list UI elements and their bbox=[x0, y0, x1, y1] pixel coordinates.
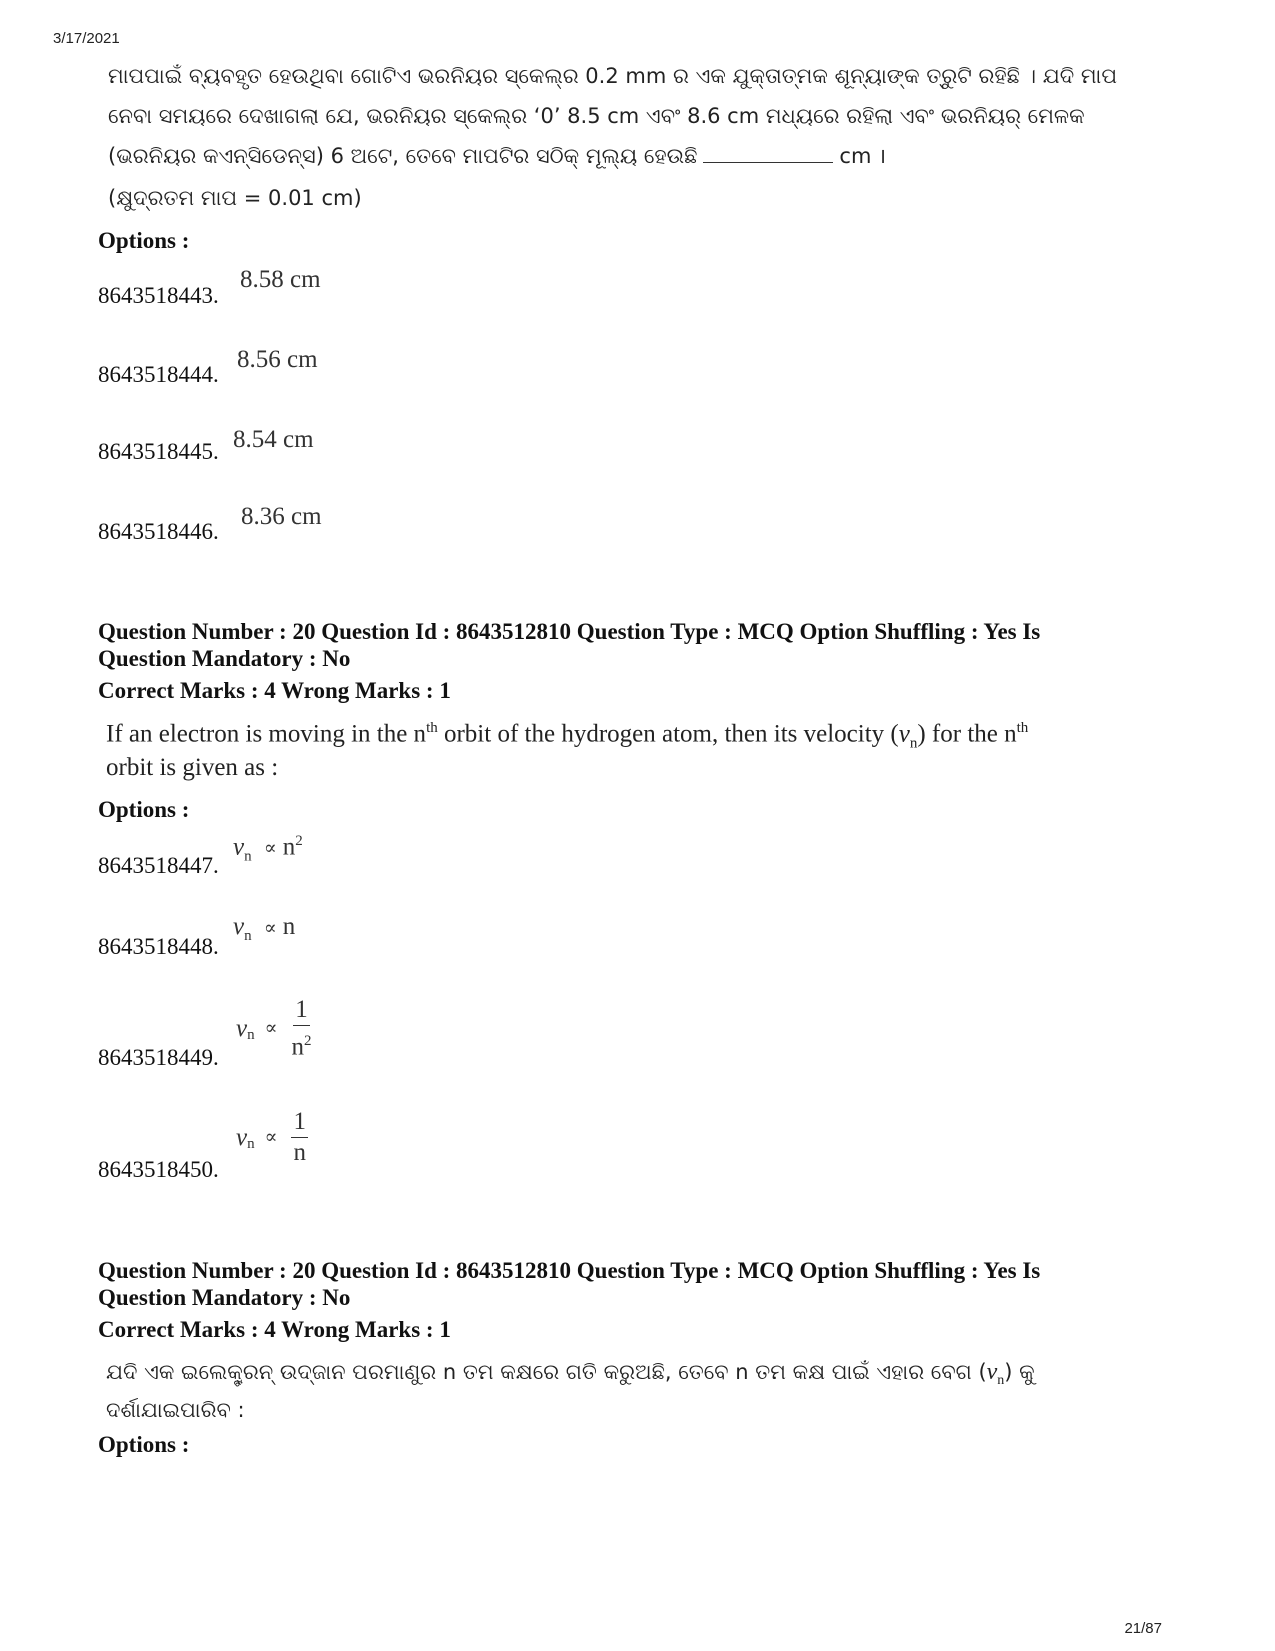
proportional-symbol: ∝ bbox=[264, 1127, 278, 1148]
n-subscript: n bbox=[244, 848, 252, 865]
prev-question-line-3 bbox=[108, 136, 886, 176]
prev-option-id-4: 8643518446. bbox=[98, 519, 219, 544]
q20-option-id-1: 8643518447. bbox=[98, 853, 219, 878]
q20-en-text-line-2: orbit is given as : bbox=[106, 754, 279, 781]
fraction bbox=[291, 995, 311, 1062]
prev-question-line-3-end: cm । bbox=[839, 144, 887, 168]
prev-option-value-4: 8.36 cm bbox=[241, 503, 322, 530]
q20-od-options-label: Options : bbox=[98, 1432, 190, 1457]
q20-option-value-2 bbox=[233, 913, 295, 945]
q20-en-text-b: orbit of the hydrogen atom, then its velocity ( bbox=[437, 720, 899, 748]
q20-od-meta-line-1: Question Number : 20 Question Id : 8643512810 Question Type : MCQ Option Shuffling : Yes Is bbox=[98, 1258, 1041, 1283]
rhs-exponent: 2 bbox=[295, 833, 303, 849]
fraction-denominator: n bbox=[293, 1139, 306, 1166]
q20-od-text-b: ) କୁ bbox=[1004, 1360, 1035, 1384]
velocity-subscript: n bbox=[909, 735, 918, 752]
sup-th-1: th bbox=[426, 720, 438, 736]
sup-th-2: th bbox=[1016, 720, 1029, 736]
velocity-symbol: v bbox=[986, 1359, 998, 1385]
prev-option-id-3: 8643518445. bbox=[98, 439, 219, 464]
v-symbol: v bbox=[233, 913, 245, 940]
q20-en-meta-line-2: Question Mandatory : No bbox=[98, 646, 351, 671]
rhs-n: n bbox=[282, 913, 296, 940]
fraction-numerator: 1 bbox=[293, 995, 310, 1026]
prev-option-value-3: 8.54 cm bbox=[233, 426, 314, 453]
n-subscript: n bbox=[247, 1136, 255, 1152]
prev-option-id-1: 8643518443. bbox=[98, 283, 219, 308]
velocity-symbol: v bbox=[898, 720, 910, 748]
print-date: 3/17/2021 bbox=[53, 30, 120, 47]
q20-option-value-4 bbox=[236, 1107, 308, 1168]
proportional-symbol: ∝ bbox=[264, 1018, 278, 1040]
prev-option-id-2: 8643518444. bbox=[98, 362, 219, 387]
v-symbol: v bbox=[233, 833, 245, 861]
prev-question-least-count: (କ୍ଷୁଦ୍ରତମ ମାପ = 0.01 cm) bbox=[108, 186, 362, 210]
prev-option-value-2: 8.56 cm bbox=[237, 346, 318, 373]
prev-option-value-1: 8.58 cm bbox=[240, 266, 321, 293]
q20-option-id-2: 8643518448. bbox=[98, 934, 219, 959]
q20-option-id-3: 8643518449. bbox=[98, 1045, 219, 1070]
proportional-symbol: ∝ bbox=[263, 838, 277, 860]
q20-od-meta-line-2: Question Mandatory : No bbox=[98, 1285, 351, 1310]
q20-option-value-1 bbox=[233, 833, 303, 865]
den-exponent: 2 bbox=[303, 1033, 312, 1049]
q20-od-text-a: ଯଦି ଏକ ଇଲେକ୍ଟ୍ରନ୍ ଉଦ୍‌ଜାନ ପରମାଣୁର n ତମ କକ୍ଷରେ ଗତି କରୁଅଛି, ତେବେ n ତମ କକ୍ଷ ପାଇଁ ଏହାର ବେଗ ( bbox=[106, 1360, 987, 1384]
q20-en-meta-line-1: Question Number : 20 Question Id : 8643512810 Question Type : MCQ Option Shuffling : Yes Is bbox=[98, 619, 1041, 644]
proportional-symbol: ∝ bbox=[263, 918, 277, 939]
n-subscript: n bbox=[244, 928, 252, 944]
den-n: n bbox=[291, 1033, 304, 1061]
q20-en-options-label: Options : bbox=[98, 797, 190, 822]
q20-option-id-4: 8643518450. bbox=[98, 1157, 219, 1182]
prev-question-line-2: ନେବା ସମୟରେ ଦେଖାଗଲା ଯେ, ଭରନିୟର ସ୍କେଲ୍‌ର ‘0’ 8.5 cm ଏବଂ 8.6 cm ମଧ୍ୟରେ ରହିଲା ଏବଂ ଭରନିୟର୍ ମେଳକ bbox=[108, 104, 1085, 128]
fraction bbox=[291, 1107, 308, 1168]
q20-en-marks: Correct Marks : 4 Wrong Marks : 1 bbox=[98, 678, 451, 703]
v-symbol: v bbox=[236, 1123, 248, 1151]
q20-option-value-3 bbox=[236, 995, 311, 1062]
prev-question-line-3-start: (ଭରନିୟର କଏନ୍ସିଡେନ୍ସ) 6 ଅଟେ, ତେବେ ମାପଟିର ସଠିକ୍ ମୂଲ୍ୟ ହେଉଛି bbox=[108, 144, 698, 168]
fraction-denominator bbox=[291, 1026, 311, 1062]
fraction-numerator: 1 bbox=[291, 1107, 308, 1138]
q20-od-marks: Correct Marks : 4 Wrong Marks : 1 bbox=[98, 1317, 451, 1342]
prev-options-label: Options : bbox=[98, 228, 190, 253]
rhs-n: n bbox=[282, 833, 296, 861]
velocity-subscript: n bbox=[997, 1373, 1005, 1389]
n-subscript: n bbox=[247, 1027, 255, 1044]
v-symbol: v bbox=[236, 1014, 248, 1042]
answer-blank bbox=[703, 161, 833, 163]
prev-question-line-1: ମାପପାଇଁ ବ୍ୟବହୃତ ହେଉଥିବା ଗୋଟିଏ ଭରନିୟର ସ୍କେଲ୍‌ର 0.2 mm ର ଏକ ଯୁକ୍ତାତ୍ମକ ଶୂନ୍ୟାଙ୍କ ତ୍ରୁଟି ରହିଛି । ଯଦି ମାପ bbox=[108, 64, 1118, 88]
q20-od-text-line-2: ଦର୍ଶାଯାଇପାରିବ : bbox=[106, 1398, 245, 1422]
q20-en-text-c: ) for the n bbox=[917, 720, 1017, 748]
q20-od-text-line-1 bbox=[106, 1352, 1035, 1401]
page-number: 21/87 bbox=[1124, 1620, 1162, 1637]
q20-en-text-a: If an electron is moving in the n bbox=[106, 720, 427, 748]
